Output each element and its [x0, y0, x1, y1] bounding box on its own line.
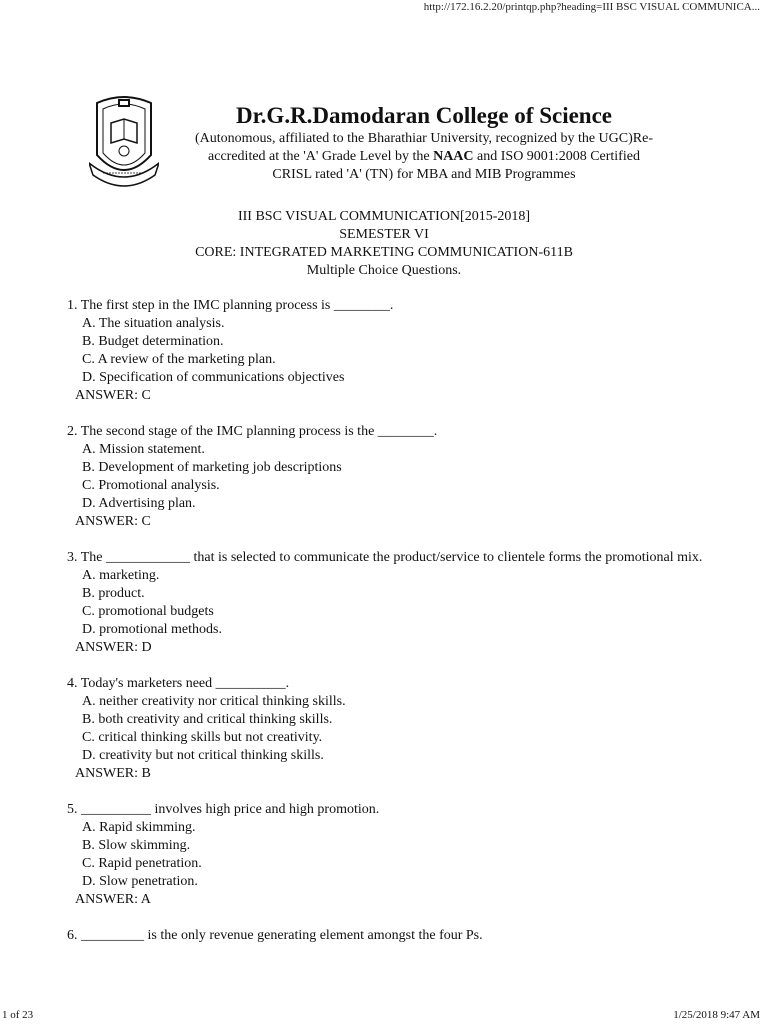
answer-option: A. Mission statement.: [82, 442, 205, 457]
course-semester: SEMESTER VI: [339, 227, 429, 242]
print-datetime: 1/25/2018 9:47 AM: [673, 1009, 760, 1021]
answer-key: ANSWER: C: [75, 514, 151, 529]
question-block: [67, 801, 707, 909]
question-stem: 4. Today's marketers need __________.: [67, 676, 290, 691]
answer-option: B. Budget determination.: [82, 334, 224, 349]
question-block: [67, 423, 707, 531]
answer-option: D. Advertising plan.: [82, 496, 196, 511]
answer-option: B. product.: [82, 586, 145, 601]
question-stem: 6. _________ is the only revenue generating element amongst the four Ps.: [67, 928, 483, 943]
college-affiliation: (Autonomous, affiliated to the Bharathiar University, recognized by the UGC)Re-: [195, 131, 653, 146]
answer-option: C. promotional budgets: [82, 604, 214, 619]
answer-option: B. both creativity and critical thinking skills.: [82, 712, 333, 727]
question-block: [67, 927, 707, 945]
answer-option: A. marketing.: [82, 568, 160, 583]
answer-option: A. The situation analysis.: [82, 316, 225, 331]
answer-option: D. Slow penetration.: [82, 874, 198, 889]
course-type: Multiple Choice Questions.: [306, 263, 462, 278]
print-url: http://172.16.2.20/printqp.php?heading=III BSC VISUAL COMMUNICA...: [423, 1, 760, 13]
answer-option: B. Slow skimming.: [82, 838, 191, 853]
answer-option: C. critical thinking skills but not creativity.: [82, 730, 323, 745]
course-heading: [0, 208, 768, 280]
answer-option: C. Promotional analysis.: [82, 478, 220, 493]
answer-key: ANSWER: B: [75, 766, 151, 781]
answer-key: ANSWER: A: [75, 892, 151, 907]
answer-option: C. A review of the marketing plan.: [82, 352, 276, 367]
question-stem: 2. The second stage of the IMC planning process is the ________.: [67, 424, 438, 439]
question-list: [67, 297, 707, 963]
question-stem: 3. The ____________ that is selected to communicate the product/service to clientele forms the promotional mix.: [67, 550, 703, 565]
college-rating: CRISL rated 'A' (TN) for MBA and MIB Programmes: [272, 167, 576, 182]
answer-key: ANSWER: D: [75, 640, 152, 655]
college-accreditation: accredited at the 'A' Grade Level by the NAAC and ISO 9001:2008 Certified: [208, 149, 640, 164]
question-stem: 1. The first step in the IMC planning process is ________.: [67, 298, 394, 313]
page-count: 1 of 23: [2, 1009, 34, 1021]
question-stem: 5. __________ involves high price and high promotion.: [67, 802, 380, 817]
answer-option: D. Specification of communications objectives: [82, 370, 345, 385]
answer-option: A. Rapid skimming.: [82, 820, 196, 835]
course-core: CORE: INTEGRATED MARKETING COMMUNICATION-611B: [195, 245, 573, 260]
answer-option: A. neither creativity nor critical thinking skills.: [82, 694, 346, 709]
answer-option: B. Development of marketing job descriptions: [82, 460, 342, 475]
college-name: Dr.G.R.Damodaran College of Science: [235, 103, 613, 128]
answer-key: ANSWER: C: [75, 388, 151, 403]
answer-option: C. Rapid penetration.: [82, 856, 202, 871]
question-block: [67, 549, 707, 657]
course-title: III BSC VISUAL COMMUNICATION[2015-2018]: [237, 209, 531, 224]
answer-option: D. creativity but not critical thinking skills.: [82, 748, 324, 763]
college-header: [0, 102, 768, 184]
answer-option: D. promotional methods.: [82, 622, 222, 637]
question-block: [67, 297, 707, 405]
question-block: [67, 675, 707, 783]
